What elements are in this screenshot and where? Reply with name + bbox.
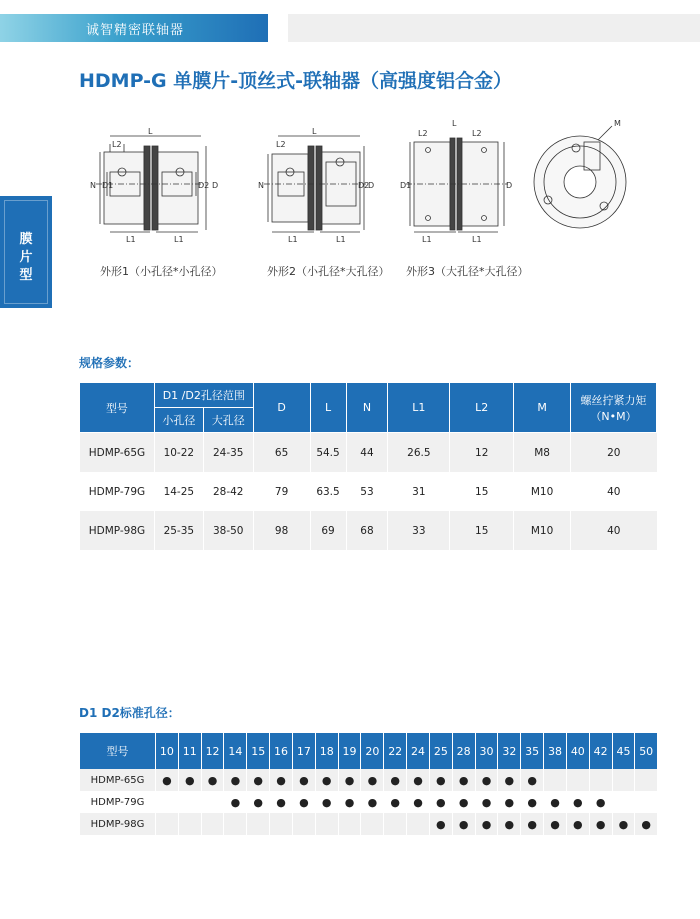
drawing3-label-L1-left: L1: [422, 235, 432, 244]
bore-header-size: 35: [521, 733, 544, 769]
bore-available-dot: ●: [521, 791, 544, 813]
header-bar-gray: [288, 14, 700, 42]
bore-available-dot: ●: [429, 791, 452, 813]
bore-empty-cell: [201, 813, 224, 835]
brand-name: 诚智精密联轴器: [86, 23, 185, 38]
drawing1-label-D2: D2: [198, 181, 210, 190]
bore-available-dot: ●: [429, 813, 452, 835]
bore-empty-cell: [407, 813, 430, 835]
drawing3-label-M: M: [614, 119, 621, 128]
spec-cell-l: 54.5: [310, 433, 346, 473]
bore-empty-cell: [315, 813, 338, 835]
bore-header-size: 45: [612, 733, 635, 769]
bore-empty-cell: [384, 813, 407, 835]
bore-header-size: 40: [566, 733, 589, 769]
bore-available-dot: ●: [475, 813, 498, 835]
spec-cell-large: 24-35: [203, 433, 253, 473]
spec-cell-l1: 33: [388, 511, 450, 550]
bore-header-size: 16: [270, 733, 293, 769]
bore-available-dot: ●: [178, 769, 201, 791]
bore-header-size: 15: [247, 733, 270, 769]
spec-table: [79, 382, 657, 550]
bore-available-dot: ●: [498, 769, 521, 791]
bore-empty-cell: [612, 791, 635, 813]
bore-available-dot: ●: [201, 769, 224, 791]
outline-drawing-1: [76, 124, 226, 248]
spec-cell-model: HDMP-65G: [80, 433, 155, 473]
bore-available-dot: ●: [452, 791, 475, 813]
bore-header-size: 14: [224, 733, 247, 769]
bore-empty-cell: [178, 791, 201, 813]
bore-header-size: 17: [292, 733, 315, 769]
bore-row-model: HDMP-98G: [80, 813, 156, 835]
bore-empty-cell: [566, 769, 589, 791]
bore-available-dot: ●: [361, 769, 384, 791]
bore-header-size: 30: [475, 733, 498, 769]
drawing2-label-L1-right: L1: [336, 235, 346, 244]
spec-cell-torque: 40: [571, 472, 657, 511]
bore-empty-cell: [361, 813, 384, 835]
bore-empty-cell: [589, 769, 612, 791]
drawing1-label-D: D: [212, 181, 219, 190]
spec-row: [80, 511, 657, 550]
bore-header-size: 12: [201, 733, 224, 769]
bore-header-size: 24: [407, 733, 430, 769]
caption-outline-3: 外形3（大孔径*大孔径）: [406, 265, 529, 278]
drawing2-label-D: D: [368, 181, 375, 190]
bore-available-dot: ●: [498, 813, 521, 835]
drawing3-label-L2-right: L2: [472, 129, 482, 138]
drawing3-label-D1: D1: [400, 181, 412, 190]
bore-available-dot: ●: [566, 813, 589, 835]
side-tab-char-1: 膜: [19, 232, 33, 247]
bore-available-dot: ●: [361, 791, 384, 813]
bore-header-size: 50: [635, 733, 657, 769]
side-category-tab: [0, 196, 52, 308]
bore-header-size: 42: [589, 733, 612, 769]
bore-empty-cell: [635, 769, 657, 791]
bore-available-dot: ●: [384, 791, 407, 813]
drawing1-label-L: L: [148, 127, 153, 136]
spec-cell-model: HDMP-79G: [80, 472, 155, 511]
bore-available-dot: ●: [589, 813, 612, 835]
bore-available-dot: ●: [589, 791, 612, 813]
bore-empty-cell: [338, 813, 361, 835]
bore-empty-cell: [156, 813, 179, 835]
drawing2-label-L1-left: L1: [288, 235, 298, 244]
bore-available-dot: ●: [521, 813, 544, 835]
spec-cell-model: HDMP-98G: [80, 511, 155, 550]
bore-empty-cell: [270, 813, 293, 835]
header-banner: [0, 14, 268, 42]
bore-available-dot: ●: [498, 791, 521, 813]
drawing2-label-L2: L2: [276, 140, 286, 149]
bore-available-dot: ●: [452, 769, 475, 791]
bore-header-size: 19: [338, 733, 361, 769]
bore-available-dot: ●: [315, 769, 338, 791]
spec-cell-d: 98: [253, 511, 310, 550]
spec-cell-small: 10-22: [154, 433, 203, 473]
bore-header-size: 18: [315, 733, 338, 769]
spec-header-torque: 螺丝拧紧力矩（N•M）: [571, 383, 657, 433]
bore-empty-cell: [178, 813, 201, 835]
spec-cell-n: 44: [346, 433, 388, 473]
bore-row-model: HDMP-65G: [80, 769, 156, 791]
spec-header-M: M: [514, 383, 571, 433]
drawing2-label-N: N: [258, 181, 264, 190]
drawing3-label-L: L: [452, 120, 457, 128]
bore-available-dot: ●: [452, 813, 475, 835]
drawing2-label-L: L: [312, 127, 317, 136]
bore-available-dot: ●: [635, 813, 657, 835]
spec-header-D: D: [253, 383, 310, 433]
drawing3-label-L1-right: L1: [472, 235, 482, 244]
bore-available-dot: ●: [429, 769, 452, 791]
bore-available-dot: ●: [612, 813, 635, 835]
bore-available-dot: ●: [156, 769, 179, 791]
spec-cell-m: M8: [514, 433, 571, 473]
bore-header-size: 38: [544, 733, 567, 769]
outline-drawing-2: [250, 124, 380, 248]
spec-cell-torque: 40: [571, 511, 657, 550]
bore-available-dot: ●: [247, 791, 270, 813]
drawing2-label-D2: D2: [358, 181, 370, 190]
spec-header-small: 小孔径: [154, 408, 203, 433]
spec-header-large: 大孔径: [203, 408, 253, 433]
bore-available-dot: ●: [315, 791, 338, 813]
spec-cell-large: 28-42: [203, 472, 253, 511]
spec-header-range: D1 /D2孔径范围: [154, 383, 253, 408]
spec-header-L1: L1: [388, 383, 450, 433]
side-tab-char-3: 型: [19, 268, 33, 283]
bore-row: [80, 813, 658, 835]
bore-available-dot: ●: [270, 791, 293, 813]
spec-cell-l: 69: [310, 511, 346, 550]
bore-empty-cell: [201, 791, 224, 813]
bore-available-dot: ●: [292, 791, 315, 813]
drawing1-label-N: N: [90, 181, 96, 190]
spec-cell-l2: 15: [450, 472, 514, 511]
spec-cell-m: M10: [514, 511, 571, 550]
holes-section-label: D1 D2标准孔径：: [79, 706, 180, 720]
bore-row-model: HDMP-79G: [80, 791, 156, 813]
bore-available-dot: ●: [247, 769, 270, 791]
bore-available-dot: ●: [407, 769, 430, 791]
spec-header-N: N: [346, 383, 388, 433]
spec-cell-d: 65: [253, 433, 310, 473]
bore-available-dot: ●: [224, 769, 247, 791]
spec-cell-l1: 31: [388, 472, 450, 511]
bore-available-dot: ●: [270, 769, 293, 791]
bore-empty-cell: [612, 769, 635, 791]
spec-cell-l2: 15: [450, 511, 514, 550]
bore-available-dot: ●: [475, 769, 498, 791]
spec-cell-torque: 20: [571, 433, 657, 473]
side-tab-char-2: 片: [19, 250, 33, 265]
bore-header-size: 10: [156, 733, 179, 769]
spec-header-model: 型号: [80, 383, 155, 433]
spec-cell-n: 68: [346, 511, 388, 550]
drawing1-label-L1-left: L1: [126, 235, 136, 244]
spec-cell-m: M10: [514, 472, 571, 511]
bore-empty-cell: [156, 791, 179, 813]
bore-available-dot: ●: [338, 791, 361, 813]
spec-cell-small: 25-35: [154, 511, 203, 550]
spec-row: [80, 433, 657, 473]
bore-available-dot: ●: [475, 791, 498, 813]
bore-empty-cell: [224, 813, 247, 835]
spec-cell-l2: 12: [450, 433, 514, 473]
bore-available-dot: ●: [338, 769, 361, 791]
bore-header-size: 32: [498, 733, 521, 769]
spec-row: [80, 472, 657, 511]
outline-drawing-3-front: [526, 118, 636, 244]
bore-header-size: 22: [384, 733, 407, 769]
outline-drawing-3-side: [400, 120, 516, 248]
spec-cell-large: 38-50: [203, 511, 253, 550]
spec-header-L: L: [310, 383, 346, 433]
caption-outline-2: 外形2（小孔径*大孔径）: [267, 265, 390, 278]
spec-cell-n: 53: [346, 472, 388, 511]
spec-header-L2: L2: [450, 383, 514, 433]
bore-row: [80, 791, 658, 813]
drawing1-label-L2: L2: [112, 140, 122, 149]
bore-row: [80, 769, 658, 791]
drawing3-label-L2-left: L2: [418, 129, 428, 138]
bore-available-dot: ●: [384, 769, 407, 791]
drawing1-label-D1: D1: [102, 181, 114, 190]
bore-available-dot: ●: [224, 791, 247, 813]
bore-header-size: 20: [361, 733, 384, 769]
bore-header-size: 25: [429, 733, 452, 769]
bore-header-size: 11: [178, 733, 201, 769]
bore-available-dot: ●: [566, 791, 589, 813]
spec-cell-l: 63.5: [310, 472, 346, 511]
bore-header-size: 28: [452, 733, 475, 769]
bore-available-dot: ●: [521, 769, 544, 791]
drawing1-label-L1-right: L1: [174, 235, 184, 244]
drawing3-label-D: D: [506, 181, 513, 190]
page-title: HDMP-G 单膜片-顶丝式-联轴器（高强度铝合金）: [79, 70, 513, 92]
standard-bore-table: [79, 733, 657, 835]
bore-available-dot: ●: [292, 769, 315, 791]
bore-empty-cell: [635, 791, 657, 813]
bore-empty-cell: [292, 813, 315, 835]
spec-cell-d: 79: [253, 472, 310, 511]
bore-available-dot: ●: [544, 791, 567, 813]
spec-cell-l1: 26.5: [388, 433, 450, 473]
spec-section-label: 规格参数：: [79, 356, 140, 370]
caption-outline-1: 外形1（小孔径*小孔径）: [100, 265, 223, 278]
bore-empty-cell: [247, 813, 270, 835]
bore-header-model: 型号: [80, 733, 156, 769]
bore-available-dot: ●: [544, 813, 567, 835]
spec-cell-small: 14-25: [154, 472, 203, 511]
bore-empty-cell: [544, 769, 567, 791]
bore-available-dot: ●: [407, 791, 430, 813]
